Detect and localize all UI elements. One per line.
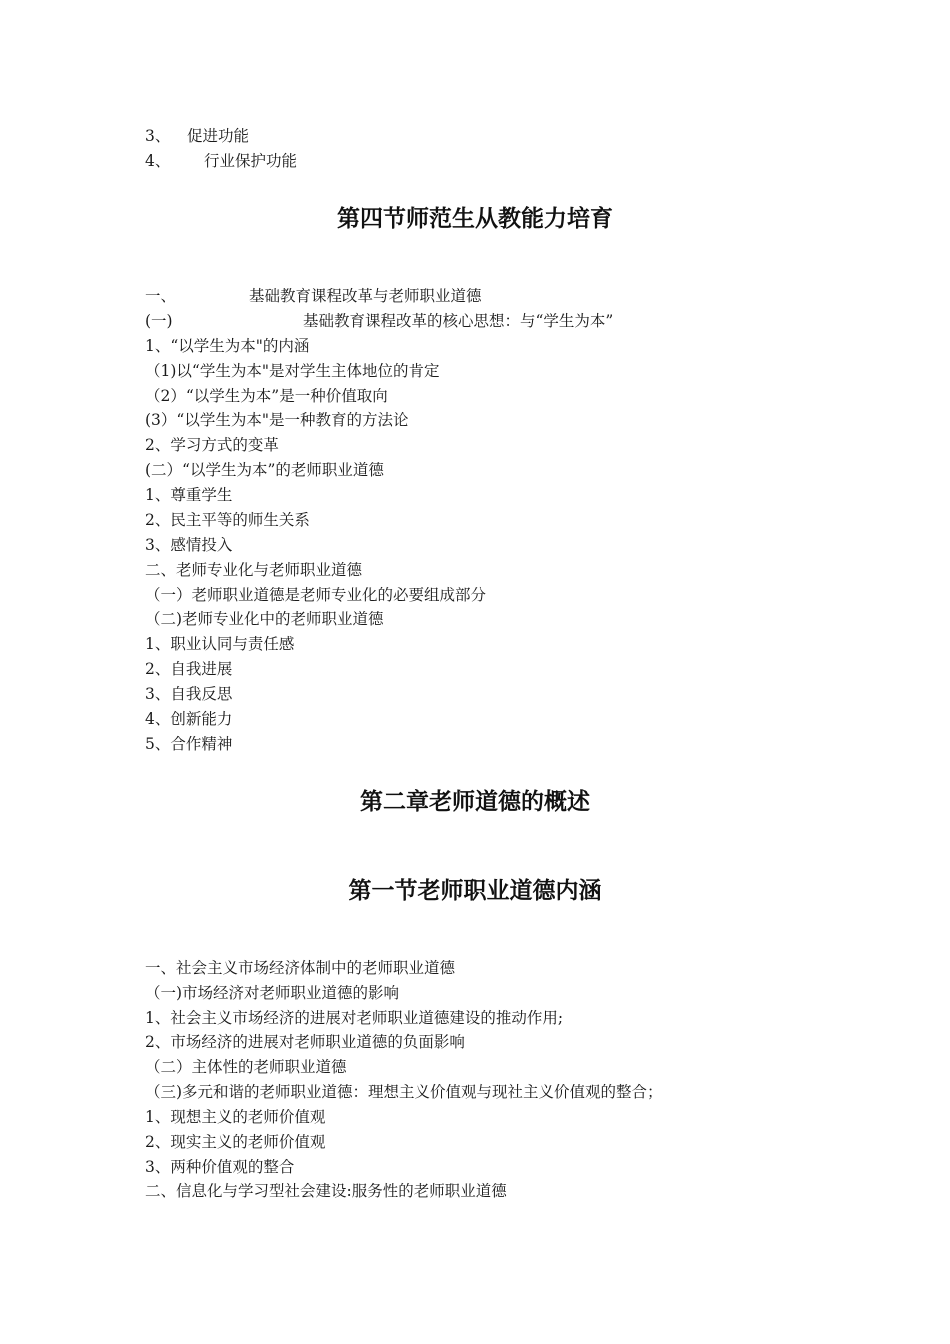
list-item: 1、社会主义市场经济的进展对老师职业道德建设的推动作用; bbox=[145, 1009, 564, 1027]
list-item bbox=[145, 151, 297, 171]
list-number: (一) bbox=[145, 312, 173, 330]
list-text: 促进功能 bbox=[187, 127, 250, 145]
list-item: 2、自我进展 bbox=[145, 660, 233, 678]
list-item: （三)多元和谐的老师职业道德：理想主义价值观与现社主义价值观的整合； bbox=[145, 1083, 663, 1101]
list-item: 1、现想主义的老师价值观 bbox=[145, 1108, 326, 1126]
list-item: (3）“以学生为本"是一种教育的方法论 bbox=[145, 411, 409, 429]
list-number: 3、 bbox=[145, 127, 171, 145]
section-heading: 第四节师范生从教能力培育 bbox=[337, 206, 613, 232]
list-item: （二）主体性的老师职业道德 bbox=[145, 1058, 347, 1076]
list-item: （1)以“学生为本"是对学生主体地位的肯定 bbox=[145, 362, 440, 380]
list-item: 1、职业认同与责任感 bbox=[145, 635, 295, 653]
list-item: 3、感情投入 bbox=[145, 536, 233, 554]
list-item: 1、尊重学生 bbox=[145, 486, 233, 504]
chapter-heading: 第二章老师道德的概述 bbox=[360, 789, 590, 815]
list-item: （2）“以学生为本”是一种价值取向 bbox=[145, 387, 388, 405]
list-text: 行业保护功能 bbox=[204, 152, 298, 170]
list-item: 二、老师专业化与老师职业道德 bbox=[145, 561, 363, 579]
list-item: (二）“以学生为本”的老师职业道德 bbox=[145, 461, 384, 479]
list-item: 2、学习方式的变革 bbox=[145, 436, 279, 454]
list-item: 二、信息化与学习型社会建设:服务性的老师职业道德 bbox=[145, 1182, 507, 1200]
list-item: （一）老师职业道德是老师专业化的必要组成部分 bbox=[145, 586, 487, 604]
list-item: （一)市场经济对老师职业道德的影响 bbox=[145, 984, 400, 1002]
list-item: 一、社会主义市场经济体制中的老师职业道德 bbox=[145, 959, 456, 977]
list-item: 4、创新能力 bbox=[145, 710, 233, 728]
list-number: 一、 bbox=[145, 287, 177, 305]
list-item: 3、自我反思 bbox=[145, 685, 233, 703]
list-item bbox=[145, 311, 613, 331]
list-number: 4、 bbox=[145, 152, 171, 170]
section-heading: 第一节老师职业道德内涵 bbox=[348, 878, 602, 904]
list-item: 2、民主平等的师生关系 bbox=[145, 511, 310, 529]
list-item: （二)老师专业化中的老师职业道德 bbox=[145, 610, 384, 628]
list-item bbox=[145, 286, 482, 306]
list-item bbox=[145, 126, 249, 146]
list-item: 2、现实主义的老师价值观 bbox=[145, 1133, 326, 1151]
list-item: 3、两种价值观的整合 bbox=[145, 1158, 295, 1176]
list-text: 基础教育课程改革的核心思想：与“学生为本” bbox=[303, 312, 614, 330]
list-item: 2、市场经济的进展对老师职业道德的负面影响 bbox=[145, 1033, 465, 1051]
list-text: 基础教育课程改革与老师职业道德 bbox=[249, 287, 482, 305]
list-item: 5、合作精神 bbox=[145, 735, 233, 753]
list-item: 1、“以学生为本"的内涵 bbox=[145, 337, 310, 355]
